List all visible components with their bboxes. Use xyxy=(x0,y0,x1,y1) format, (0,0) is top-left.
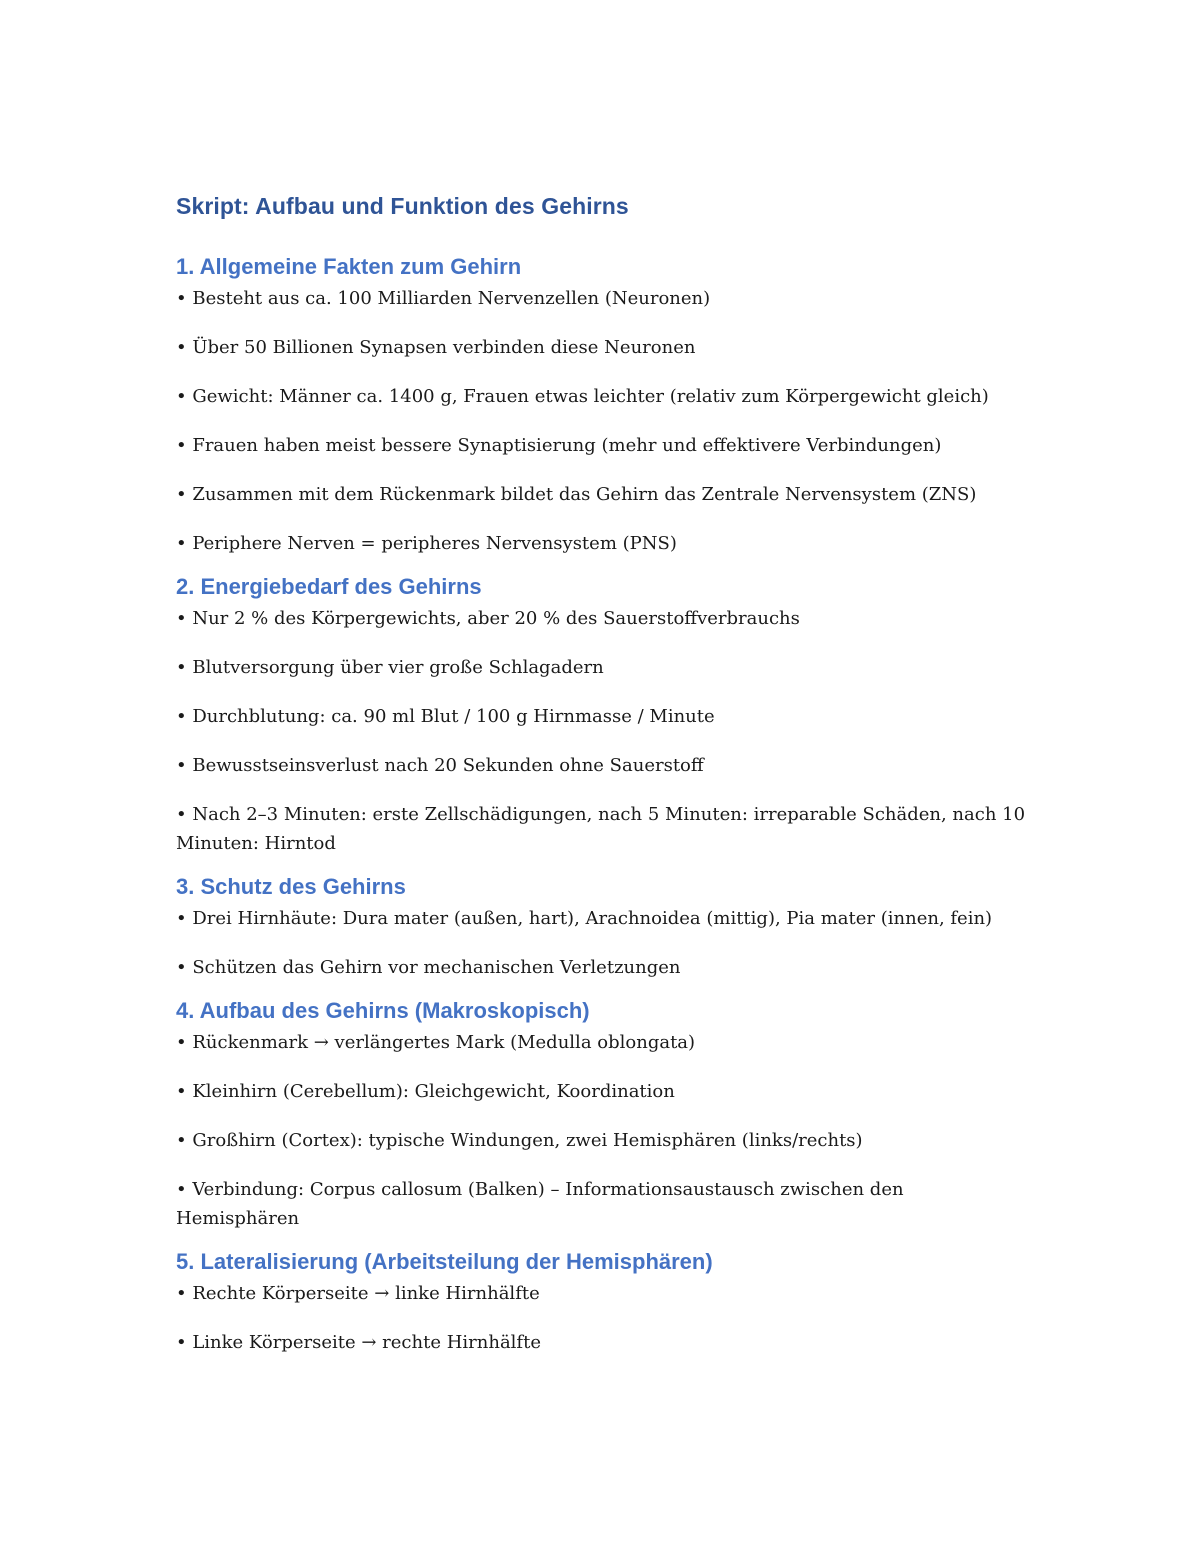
section-heading: 4. Aufbau des Gehirns (Makroskopisch) xyxy=(176,998,590,1023)
section-heading: 1. Allgemeine Fakten zum Gehirn xyxy=(176,254,522,279)
bullet-item: • Kleinhirn (Cerebellum): Gleichgewicht, Koordination xyxy=(176,1081,675,1102)
section-brain-structure xyxy=(176,994,1026,1233)
bullet-item: • Rechte Körperseite → linke Hirnhälfte xyxy=(176,1283,540,1304)
section-brain-protection xyxy=(176,870,1026,982)
document-content xyxy=(176,188,1026,1369)
bullet-item: • Gewicht: Männer ca. 1400 g, Frauen etwas leichter (relativ zum Körpergewicht gleich) xyxy=(176,386,989,407)
bullet-item: • Verbindung: Corpus callosum (Balken) – Informationsaustausch zwischen den Hemisphären xyxy=(176,1179,904,1229)
bullet-item: • Linke Körperseite → rechte Hirnhälfte xyxy=(176,1332,541,1353)
bullet-item: • Rückenmark → verlängertes Mark (Medulla oblongata) xyxy=(176,1032,696,1053)
section-heading: 3. Schutz des Gehirns xyxy=(176,874,406,899)
section-energy-demand xyxy=(176,570,1026,858)
bullet-item: • Schützen das Gehirn vor mechanischen Verletzungen xyxy=(176,957,681,978)
section-lateralization xyxy=(176,1245,1026,1357)
section-heading: 5. Lateralisierung (Arbeitsteilung der Hemisphären) xyxy=(176,1249,713,1274)
bullet-item: • Bewusstseinsverlust nach 20 Sekunden ohne Sauerstoff xyxy=(176,755,704,776)
document-title: Skript: Aufbau und Funktion des Gehirns xyxy=(176,193,629,219)
bullet-item: • Zusammen mit dem Rückenmark bildet das Gehirn das Zentrale Nervensystem (ZNS) xyxy=(176,484,977,505)
bullet-item: • Großhirn (Cortex): typische Windungen, zwei Hemisphären (links/rechts) xyxy=(176,1130,863,1151)
bullet-item: • Drei Hirnhäute: Dura mater (außen, hart), Arachnoidea (mittig), Pia mater (innen, fein) xyxy=(176,908,993,929)
bullet-item: • Über 50 Billionen Synapsen verbinden diese Neuronen xyxy=(176,337,696,358)
bullet-item: • Besteht aus ca. 100 Milliarden Nervenzellen (Neuronen) xyxy=(176,288,711,309)
bullet-item: • Frauen haben meist bessere Synaptisierung (mehr und effektivere Verbindungen) xyxy=(176,435,942,456)
bullet-item: • Nur 2 % des Körpergewichts, aber 20 % des Sauerstoffverbrauchs xyxy=(176,608,800,629)
bullet-item: • Durchblutung: ca. 90 ml Blut / 100 g Hirnmasse / Minute xyxy=(176,706,715,727)
section-heading: 2. Energiebedarf des Gehirns xyxy=(176,574,482,599)
section-general-facts xyxy=(176,250,1026,558)
bullet-item: • Blutversorgung über vier große Schlagadern xyxy=(176,657,604,678)
bullet-item: • Nach 2–3 Minuten: erste Zellschädigungen, nach 5 Minuten: irreparable Schäden, nach 10 Minuten: Hirntod xyxy=(176,804,1026,854)
bullet-item: • Periphere Nerven = peripheres Nervensystem (PNS) xyxy=(176,533,677,554)
